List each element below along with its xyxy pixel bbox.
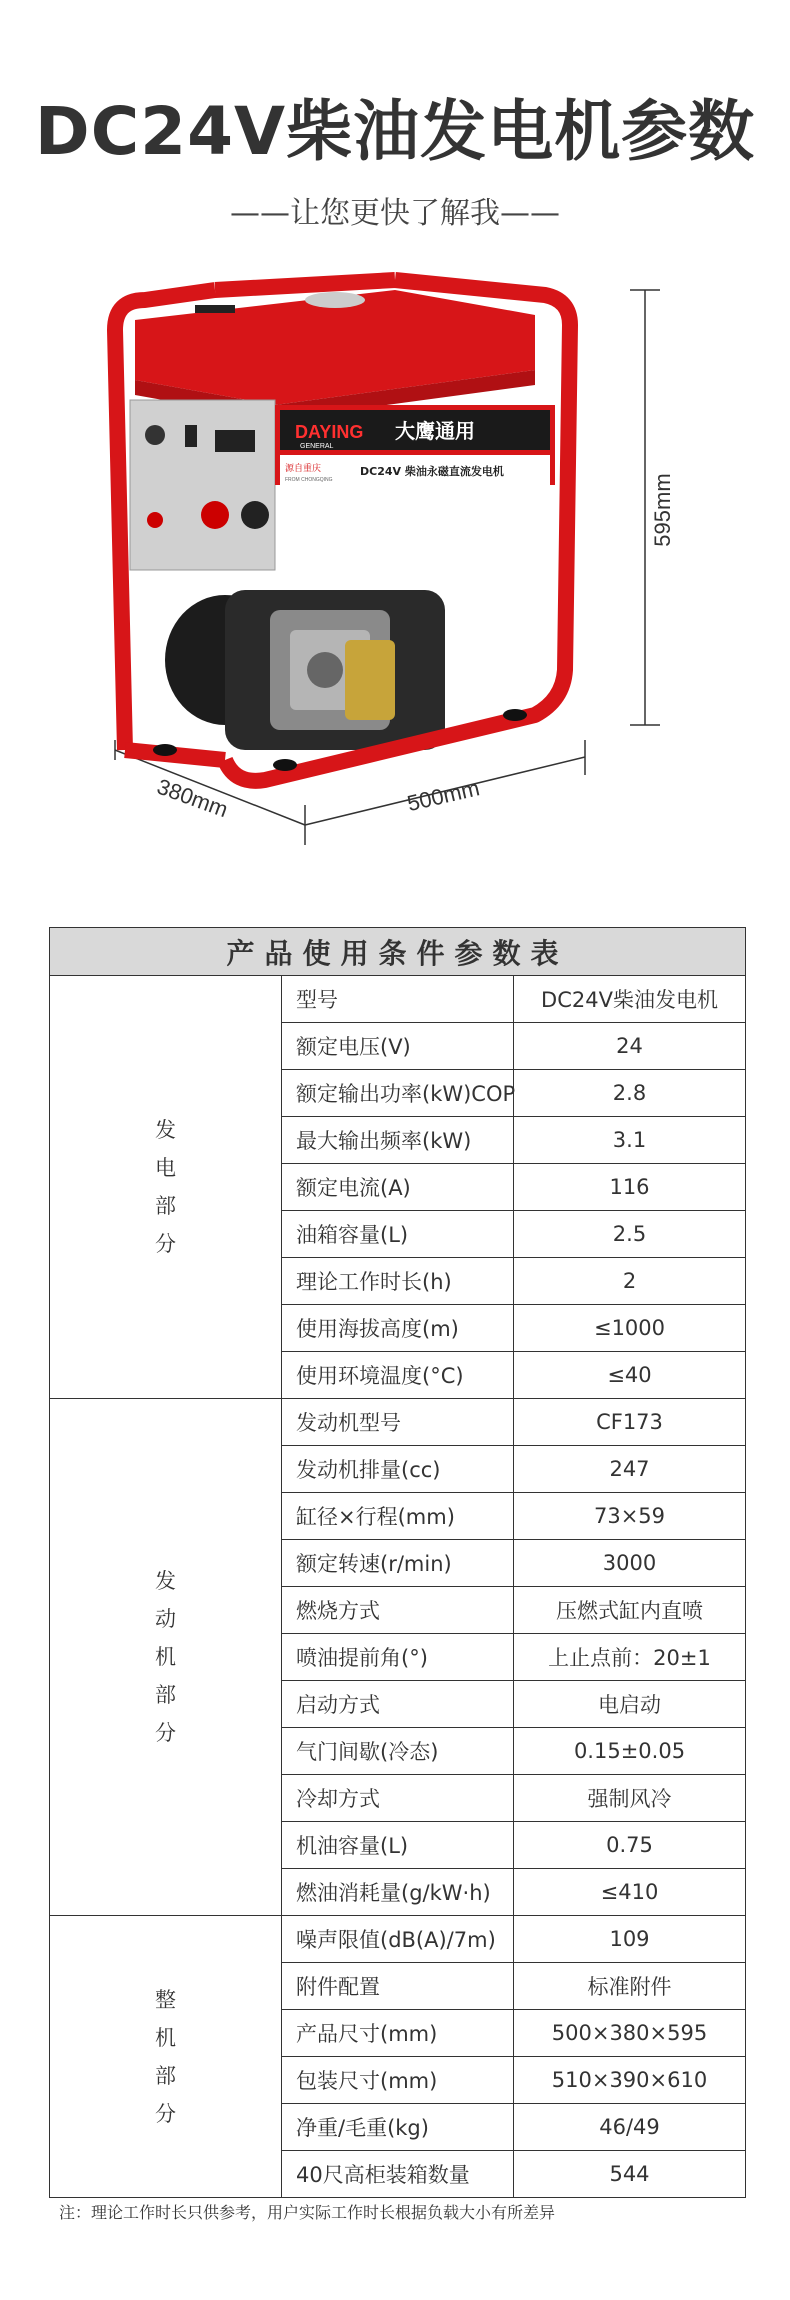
param-label: 发动机排量(cc) <box>282 1446 514 1493</box>
param-value: 544 <box>514 2151 746 2198</box>
param-value: DC24V柴油发电机 <box>514 976 746 1023</box>
brand-en-label: DAYING <box>295 422 364 442</box>
param-value: 2.5 <box>514 1211 746 1258</box>
generator-illustration <box>95 260 695 880</box>
param-value: CF173 <box>514 1399 746 1446</box>
param-label: 气门间歇(冷态) <box>282 1728 514 1775</box>
group-label-char: 部 <box>155 1194 176 1218</box>
param-label: 燃油消耗量(g/kW·h) <box>282 1869 514 1916</box>
param-label: 喷油提前角(°) <box>282 1634 514 1681</box>
width-dimension-label: 500mm <box>404 775 482 817</box>
param-label: 型号 <box>282 976 514 1023</box>
param-label: 最大输出频率(kW) <box>282 1117 514 1164</box>
param-label: 额定电压(V) <box>282 1023 514 1070</box>
param-label: 使用环境温度(°C) <box>282 1352 514 1399</box>
param-value: ≤1000 <box>514 1305 746 1352</box>
param-value: 电启动 <box>514 1681 746 1728</box>
table-title: 产品使用条件参数表 <box>50 928 746 976</box>
page-subtitle: ——让您更快了解我—— <box>230 196 560 231</box>
group-label-char: 机 <box>155 2025 176 2050</box>
param-label: 启动方式 <box>282 1681 514 1728</box>
param-value: 247 <box>514 1446 746 1493</box>
param-label: 冷却方式 <box>282 1775 514 1822</box>
param-value: 3.1 <box>514 1117 746 1164</box>
table-row <box>50 1399 746 1446</box>
model-label: DC24V 柴油永磁直流发电机 <box>360 465 504 478</box>
param-label: 40尺高柜装箱数量 <box>282 2151 514 2198</box>
group-label-char: 分 <box>155 2101 176 2126</box>
group-label-char: 机 <box>155 1645 176 1669</box>
param-label: 机油容量(L) <box>282 1822 514 1869</box>
param-value: 0.75 <box>514 1822 746 1869</box>
param-value: 109 <box>514 1916 746 1963</box>
param-value: 0.15±0.05 <box>514 1728 746 1775</box>
param-value: 73×59 <box>514 1493 746 1540</box>
param-label: 燃烧方式 <box>282 1587 514 1634</box>
engine-block <box>165 590 445 750</box>
group-label-char: 分 <box>155 1232 176 1256</box>
origin-sub-label: FROM CHONGQING <box>285 477 333 483</box>
group-label-char: 发 <box>155 1569 176 1593</box>
param-value: 标准附件 <box>514 1963 746 2010</box>
param-label: 理论工作时长(h) <box>282 1258 514 1305</box>
group-label-char: 分 <box>155 1721 176 1745</box>
param-value: 2.8 <box>514 1070 746 1117</box>
param-label: 额定输出功率(kW)COP <box>282 1070 514 1117</box>
group-label-char: 电 <box>155 1156 176 1180</box>
group-label-char: 部 <box>155 2063 176 2088</box>
group-label <box>50 1399 282 1916</box>
param-label: 油箱容量(L) <box>282 1211 514 1258</box>
brand-cn-label: 大鹰通用 <box>395 419 475 443</box>
depth-dimension-label: 380mm <box>153 773 232 823</box>
param-value: 压燃式缸内直喷 <box>514 1587 746 1634</box>
param-value: 24 <box>514 1023 746 1070</box>
page-title: DC24V柴油发电机参数 <box>34 93 756 170</box>
param-label: 额定电流(A) <box>282 1164 514 1211</box>
param-label: 净重/毛重(kg) <box>282 2104 514 2151</box>
param-value: 46/49 <box>514 2104 746 2151</box>
origin-label: 源自重庆 <box>285 464 322 474</box>
param-value: 500×380×595 <box>514 2010 746 2057</box>
height-dimension-label: 595mm <box>650 473 675 547</box>
param-label: 产品尺寸(mm) <box>282 2010 514 2057</box>
group-label-char: 整 <box>155 1987 176 2012</box>
param-label: 额定转速(r/min) <box>282 1540 514 1587</box>
group-label-char: 动 <box>155 1607 176 1631</box>
param-value: 强制风冷 <box>514 1775 746 1822</box>
param-label: 使用海拔高度(m) <box>282 1305 514 1352</box>
param-label: 噪声限值(dB(A)/7m) <box>282 1916 514 1963</box>
brand-panel <box>275 405 555 485</box>
brand-en-sub-label: GENERAL <box>300 443 334 450</box>
group-label-char: 部 <box>155 1683 176 1707</box>
group-label <box>50 976 282 1399</box>
param-value: 上止点前：20±1 <box>514 1634 746 1681</box>
param-value: 2 <box>514 1258 746 1305</box>
param-value: ≤40 <box>514 1352 746 1399</box>
table-row <box>50 1916 746 1963</box>
param-label: 包装尺寸(mm) <box>282 2057 514 2104</box>
group-label-char: 发 <box>155 1118 176 1142</box>
param-label: 缸径×行程(mm) <box>282 1493 514 1540</box>
param-value: ≤410 <box>514 1869 746 1916</box>
footnote: 注：理论工作时长只供参考，用户实际工作时长根据负载大小有所差异 <box>59 2203 556 2222</box>
param-label: 附件配置 <box>282 1963 514 2010</box>
param-value: 3000 <box>514 1540 746 1587</box>
table-row <box>50 976 746 1023</box>
param-value: 510×390×610 <box>514 2057 746 2104</box>
control-panel <box>130 400 275 570</box>
spec-table <box>49 927 746 2198</box>
param-label: 发动机型号 <box>282 1399 514 1446</box>
group-label <box>50 1916 282 2198</box>
param-value: 116 <box>514 1164 746 1211</box>
